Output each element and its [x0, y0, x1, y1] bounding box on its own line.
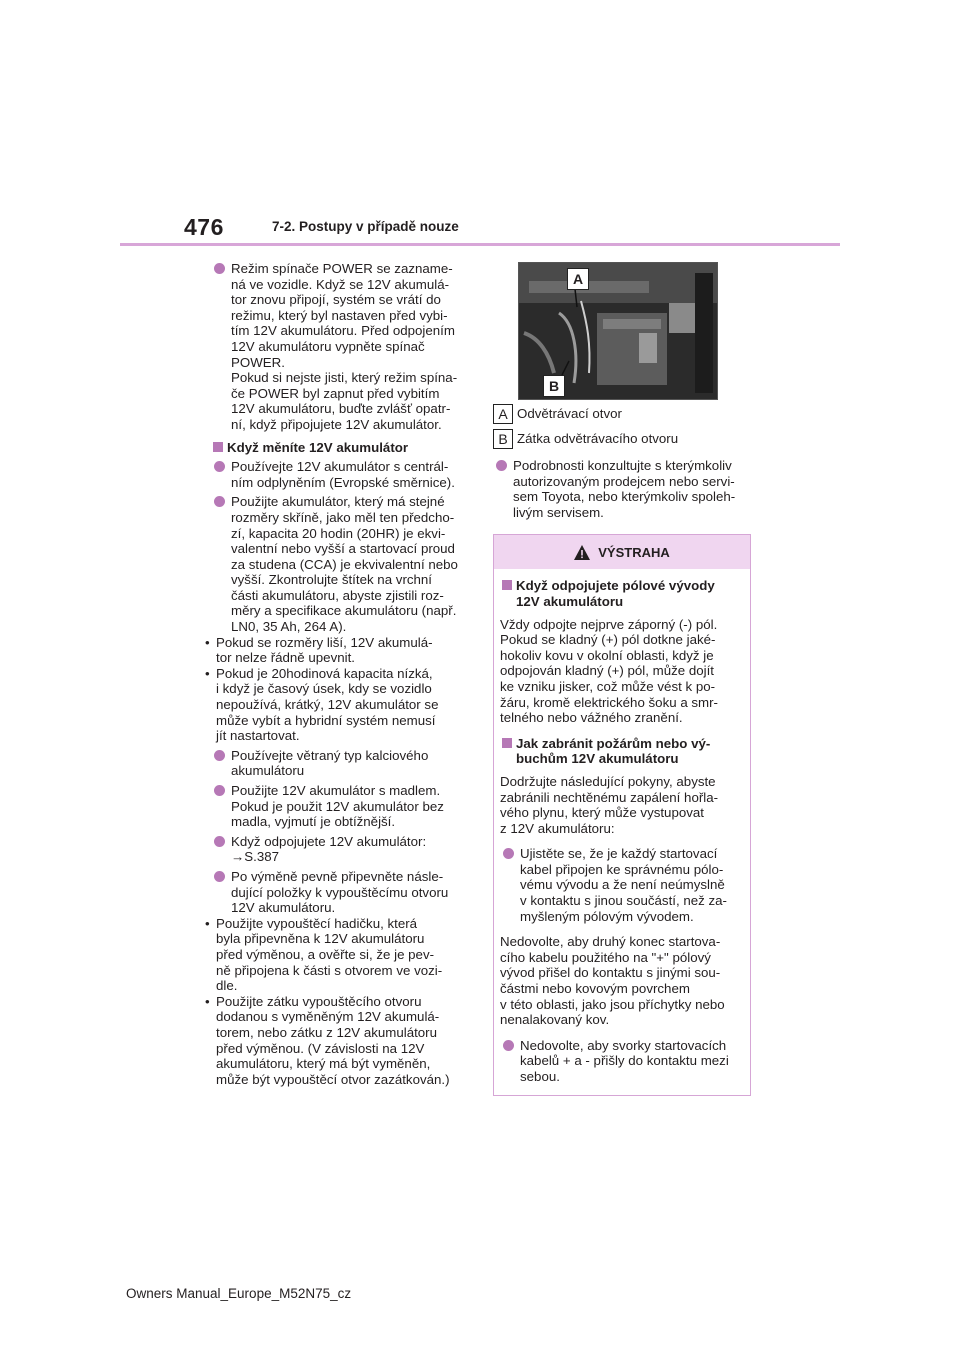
bullet-icon	[503, 1040, 514, 1051]
text-line: sebou.	[520, 1069, 560, 1084]
text-line: tor znovu připojí, systém se vrátí do	[231, 292, 441, 308]
text-line: vyšší. Zkontrolujte štítek na vrchní	[231, 572, 433, 588]
dot-icon: •	[205, 665, 210, 681]
bullet-icon	[214, 836, 225, 847]
square-bullet-icon	[502, 580, 512, 590]
subheading-battery-replacement	[211, 440, 481, 456]
text-line: rozměry skříně, jako měl ten předcho-	[231, 509, 455, 525]
dot-icon: •	[205, 634, 210, 650]
text-line: z 12V akumulátoru:	[500, 820, 615, 836]
sub-bullet	[203, 635, 481, 666]
text-line: Použijte zátku vypouštěcího otvoru	[216, 993, 422, 1009]
text-line: POWER.	[231, 354, 285, 370]
text-line: kabel připojen ke správnému pólo-	[520, 861, 724, 877]
text-line: tím 12V akumulátoru. Před odpojením	[231, 323, 455, 339]
text-line: může vybít a hybridní systém nemusí	[216, 712, 436, 728]
text-line: Ujistěte se, že je každý startovací	[520, 846, 718, 862]
dot-icon: •	[205, 993, 210, 1009]
text-line: kabelů + a - přišly do kontaktu mezi	[520, 1053, 729, 1069]
text-line: 12V akumulátoru, buďte zvlášť opatr-	[231, 401, 451, 417]
callout-a: A	[567, 268, 589, 290]
text-line: LN0, 35 Ah, 264 A).	[231, 619, 347, 635]
text-line: myšleným pólovým vývodem.	[520, 908, 694, 924]
text-line: akumulátoru, který má být vyměněn,	[216, 1056, 431, 1072]
text-line: v této oblasti, jako jsou příchytky nebo	[500, 996, 725, 1012]
bullet-handle	[211, 783, 481, 830]
sub-bullet	[203, 666, 481, 744]
warning-header	[494, 535, 750, 569]
text-line: Použijte 12V akumulátor s madlem.	[231, 783, 441, 798]
heading-line: 12V akumulátoru	[516, 593, 624, 609]
text-line: ke vzniku jisker, což může vést k po-	[500, 678, 716, 694]
legend-b-text: Zátka odvětrávacího otvoru	[517, 431, 679, 446]
warning-bullet-cable	[500, 846, 744, 924]
sub-bullet	[203, 994, 481, 1088]
text-line: 12V akumulátoru.	[231, 900, 336, 916]
text-line: v kontaktu s jinou součástí, než za-	[520, 893, 727, 909]
text-line: hokoliv kovu v okolní oblasti, když je	[500, 647, 714, 663]
warning-paragraph	[500, 774, 744, 836]
legend-a-label: A	[493, 404, 513, 424]
text-line: madla, vyjmutí je obtížnější.	[231, 814, 396, 830]
legend-b	[493, 429, 751, 451]
text-line: akumulátoru	[231, 763, 305, 779]
heading-line: buchům 12V akumulátoru	[516, 751, 679, 767]
text-line: dující položky k vypouštěcímu otvoru	[231, 884, 449, 900]
text-line: Režim spínače POWER se zazname-	[231, 261, 453, 276]
bullet-power-mode	[211, 261, 481, 433]
text-line: zabránili nechtěnému zapálení hořla-	[500, 789, 719, 805]
text-line: cího kabelu použitého na "+" pólový	[500, 949, 711, 965]
text-line: 12V akumulátoru vypněte spínač	[231, 338, 425, 354]
square-bullet-icon	[213, 442, 223, 452]
dot-icon: •	[205, 915, 210, 931]
section-title: 7-2. Postupy v případě nouze	[272, 219, 459, 234]
text-line: Použijte akumulátor, který má stejné	[231, 494, 445, 510]
text-line: telného nebo vážného zranění.	[500, 710, 683, 726]
text-line: Použijte vypouštěcí hadičku, která	[216, 915, 418, 931]
legend-a-text: Odvětrávací otvor	[517, 406, 622, 421]
text-line: za studena (CCA) je ekvivalentní nebo	[231, 556, 458, 572]
text-line: měry a specifikace akumulátoru (např.	[231, 603, 457, 619]
warning-triangle-icon	[574, 545, 590, 560]
bullet-icon	[214, 496, 225, 507]
page-reference-link[interactable]: →S.387	[231, 849, 280, 865]
text-line: žáru, kromě elektrického šoku a smr-	[500, 694, 718, 710]
text-line: režimu, který byl nastaven před vybi-	[231, 307, 448, 323]
text-line: zí, kapacita 20 hodin (20HR) je ekvi-	[231, 525, 446, 541]
bullet-after-replacement	[211, 869, 481, 916]
text-line: Po výměně pevně připevněte násle-	[231, 868, 444, 884]
text-line: vého plynu, který může vystupovat	[500, 805, 704, 821]
text-line: ní, když připojujete 12V akumulátor.	[231, 416, 442, 432]
text-line: Pokud je použit 12V akumulátor bez	[231, 798, 444, 814]
bullet-icon	[214, 785, 225, 796]
text-line: nepoužívá, krátký, 12V akumulátor se	[216, 697, 439, 713]
text-line: torem, nebo zátku z 12V akumulátoru	[216, 1024, 437, 1040]
bullet-icon	[503, 848, 514, 859]
text-line: ně připojena k části s otvorem ve vozi-	[216, 962, 443, 978]
text-line: i když je časový úsek, kdy se vozidlo	[216, 681, 432, 697]
text-line: Pokud je 20hodinová kapacita nízká,	[216, 665, 433, 681]
text-line: Když odpojujete 12V akumulátor:	[231, 833, 427, 849]
heading-line: Jak zabránit požárům nebo vý-	[516, 735, 711, 751]
text-line: dodanou s vyměněným 12V akumulá-	[216, 1009, 440, 1025]
text-line: byla připevněna k 12V akumulátoru	[216, 931, 425, 947]
text-line: Pokud se rozměry liší, 12V akumulá-	[216, 634, 433, 650]
text-line: Pokud si nejste jisti, který režim spína-	[231, 370, 458, 386]
text-line: tor nelze řádně upevnit.	[216, 650, 355, 666]
text-line: Nedovolte, aby svorky startovacích	[520, 1037, 727, 1053]
left-column	[205, 261, 481, 1087]
text-line: autorizovaným prodejcem nebo servi-	[513, 473, 735, 489]
text-line: částmi nebo kovovým povrchem	[500, 981, 690, 997]
warning-heading-fire	[500, 736, 744, 767]
warning-bullet-clamps	[500, 1038, 744, 1085]
header-divider	[120, 243, 840, 246]
callout-b: B	[543, 375, 565, 397]
bullet-icon	[214, 871, 225, 882]
text-line: sem Toyota, nebo kterýmkoliv spoleh-	[513, 489, 736, 505]
warning-box	[493, 534, 751, 1095]
footer-text: Owners Manual_Europe_M52N75_cz	[126, 1286, 352, 1301]
text-line: vému vývodu a že není neúmyslně	[520, 877, 725, 893]
warning-paragraph	[500, 617, 744, 726]
warning-body	[494, 569, 750, 1094]
page-number: 476	[184, 214, 224, 240]
text-line: valentní nebo vyšší a startovací proud	[231, 541, 455, 557]
text-line: Pokud se kladný (+) pól dotkne jaké-	[500, 632, 716, 648]
sub-bullet	[203, 916, 481, 994]
text-line: Používejte větraný typ kalciového	[231, 747, 429, 763]
text-line: části akumulátoru, abyste zjistili roz-	[231, 587, 444, 603]
text-line: Vždy odpojte nejprve záporný (-) pól.	[500, 616, 718, 632]
text-line: může být vypouštěcí otvor zazátkován.)	[216, 1071, 450, 1087]
bullet-disconnect	[211, 834, 481, 865]
battery-photo	[518, 262, 718, 400]
heading-text: Když měníte 12V akumulátor	[227, 439, 409, 455]
bullet-vented-type	[211, 748, 481, 779]
text-line: vývod přišel do kontaktu s jinými sou-	[500, 965, 721, 981]
text-line: Nedovolte, aby druhý konec startova-	[500, 934, 721, 950]
text-line: Používejte 12V akumulátor s centrál-	[231, 459, 449, 475]
square-bullet-icon	[502, 738, 512, 748]
bullet-icon	[214, 750, 225, 761]
bullet-consult-dealer	[493, 458, 751, 520]
text-line: dle.	[216, 978, 238, 994]
text-line: ním odplyněním (Evropské směrnice).	[231, 474, 455, 490]
legend-a	[493, 404, 751, 426]
text-line: livým servisem.	[513, 504, 604, 520]
text-line: jít nastartovat.	[216, 728, 300, 744]
text-line: Dodržujte následující pokyny, abyste	[500, 773, 716, 789]
bullet-same-dimensions	[211, 494, 481, 634]
warning-heading-terminals	[500, 578, 744, 609]
bullet-icon	[214, 263, 225, 274]
bullet-icon	[214, 461, 225, 472]
right-column	[493, 262, 751, 1096]
bullet-central-venting	[211, 459, 481, 490]
text-line: če POWER byl zapnut před vybitím	[231, 385, 440, 401]
heading-line: Když odpojujete pólové vývody	[516, 578, 715, 594]
warning-paragraph	[500, 934, 744, 1028]
warning-title: VÝSTRAHA	[598, 544, 670, 560]
text-line: před výměnou. (V závislosti na 12V	[216, 1040, 425, 1056]
text-line: ná ve vozidle. Když se 12V akumulá-	[231, 276, 450, 292]
text-line: odpojován kladný (+) pól, může dojít	[500, 663, 714, 679]
text-line: nenalakovaný kov.	[500, 1012, 610, 1028]
text-line: před výměnou, a ověřte si, že je pev-	[216, 946, 435, 962]
text-line: Podrobnosti konzultujte s kterýmkoliv	[513, 458, 732, 473]
legend-b-label: B	[493, 429, 513, 449]
bullet-icon	[496, 460, 507, 471]
